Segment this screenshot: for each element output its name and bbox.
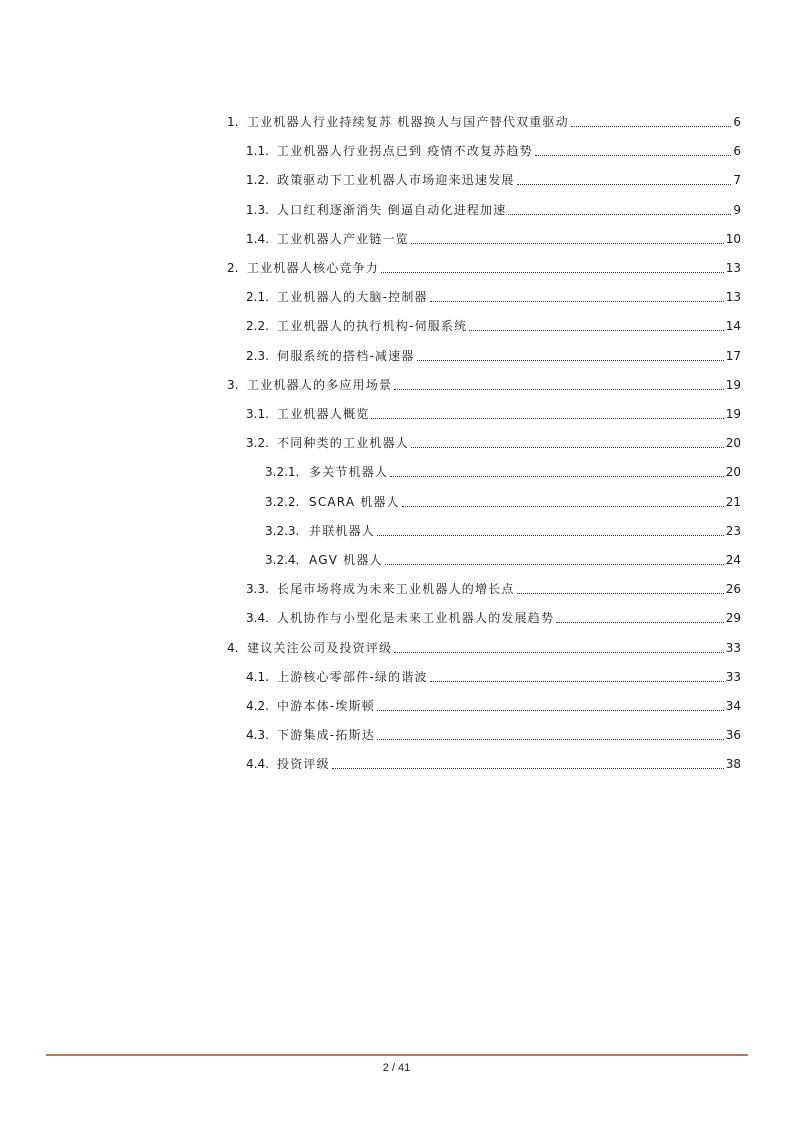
toc-title: 政策驱动下工业机器人市场迎来迅速发展 xyxy=(277,173,515,188)
toc-number: 1.3. xyxy=(246,202,269,217)
toc-leader xyxy=(469,330,723,331)
toc-title: 工业机器人核心竞争力 xyxy=(247,261,380,275)
toc-number: 1.2. xyxy=(246,173,269,188)
toc-title: 长尾市场将成为未来工业机器人的增长点 xyxy=(277,582,515,597)
toc-entry[interactable] xyxy=(227,377,741,393)
toc-leader xyxy=(508,214,731,215)
toc-title: 并联机器人 xyxy=(309,523,376,538)
toc-entry[interactable] xyxy=(246,581,741,597)
toc-title: 工业机器人的执行机构-伺服系统 xyxy=(277,319,468,334)
toc-leader xyxy=(517,184,732,185)
toc-entry[interactable] xyxy=(246,143,741,159)
toc-entry[interactable] xyxy=(246,172,741,188)
toc-page-number: 9 xyxy=(733,202,741,217)
toc-title: 建议关注公司及投资评级 xyxy=(247,640,393,655)
toc-entry[interactable] xyxy=(227,260,741,276)
toc-entry[interactable] xyxy=(246,231,741,247)
toc-leader xyxy=(556,622,724,623)
toc-number: 1.1. xyxy=(246,144,269,159)
toc-entry[interactable] xyxy=(246,289,741,305)
toc-number: 3.2.1. xyxy=(265,465,300,480)
toc-entry[interactable] xyxy=(246,669,741,685)
toc-leader xyxy=(371,418,723,419)
toc-number: 3.2.3. xyxy=(265,523,300,538)
toc-page-number: 33 xyxy=(725,669,741,684)
toc-page-number: 21 xyxy=(725,494,741,509)
toc-leader xyxy=(571,126,732,127)
toc-leader xyxy=(430,301,724,302)
toc-entry[interactable] xyxy=(227,640,741,656)
toc-title: 下游集成-拓斯达 xyxy=(277,728,375,743)
toc-title: SCARA 机器人 xyxy=(309,494,400,509)
toc-title: 工业机器人的大脑-控制器 xyxy=(277,290,428,305)
toc-leader xyxy=(381,272,724,273)
toc-leader xyxy=(411,447,724,448)
toc-entry[interactable] xyxy=(227,114,741,130)
toc-number: 3.2.2. xyxy=(265,494,300,509)
toc-number: 4.2. xyxy=(246,699,269,713)
toc-number: 1. xyxy=(227,115,239,129)
page-number: 2 / 41 xyxy=(382,1062,411,1074)
toc-leader xyxy=(394,389,724,390)
toc-entry[interactable] xyxy=(265,523,741,539)
toc-entry[interactable] xyxy=(246,698,741,714)
toc-number: 4.4. xyxy=(246,757,269,772)
toc-number: 2.2. xyxy=(246,319,269,334)
toc-page-number: 38 xyxy=(725,757,741,772)
toc-page-number: 19 xyxy=(725,407,741,421)
toc-number: 3.2. xyxy=(246,436,269,451)
toc-page-number: 20 xyxy=(725,436,741,451)
toc-title: 不同种类的工业机器人 xyxy=(277,436,410,451)
toc-leader xyxy=(402,506,724,507)
toc-leader xyxy=(535,155,732,156)
toc-number: 4.3. xyxy=(246,728,269,743)
toc-leader xyxy=(411,243,724,244)
toc-leader xyxy=(394,652,724,653)
toc-page-number: 6 xyxy=(733,115,741,129)
toc-page-number: 13 xyxy=(725,290,741,305)
toc-page-number: 23 xyxy=(725,523,741,538)
toc-leader xyxy=(332,768,724,769)
footer-divider xyxy=(46,1054,748,1056)
toc-leader xyxy=(377,535,724,536)
toc-title: 工业机器人行业持续复苏 机器换人与国产替代双重驱动 xyxy=(247,115,569,129)
toc-entry[interactable] xyxy=(246,727,741,743)
toc-leader xyxy=(390,476,724,477)
toc-entry[interactable] xyxy=(246,756,741,772)
toc-title: 上游核心零部件-绿的谐波 xyxy=(277,669,428,684)
toc-number: 2. xyxy=(227,261,239,275)
toc-entry[interactable] xyxy=(265,552,741,568)
toc-title: AGV 机器人 xyxy=(309,553,383,567)
toc-page-number: 14 xyxy=(725,319,741,334)
toc-number: 3.3. xyxy=(246,582,269,597)
toc-page-number: 36 xyxy=(725,728,741,743)
toc-number: 3.2.4. xyxy=(265,553,300,567)
toc-page-number: 34 xyxy=(725,699,741,713)
toc-title: 工业机器人行业拐点已到 疫情不改复苏趋势 xyxy=(277,144,533,159)
toc-number: 2.3. xyxy=(246,348,269,363)
toc-page-number: 7 xyxy=(733,173,741,188)
toc-page-number: 10 xyxy=(725,231,741,246)
toc-leader xyxy=(385,564,724,565)
toc-page-number: 26 xyxy=(725,582,741,597)
toc-number: 3.1. xyxy=(246,407,269,421)
toc-leader xyxy=(377,710,724,711)
toc-number: 4.1. xyxy=(246,669,269,684)
toc-leader xyxy=(430,681,724,682)
toc-number: 4. xyxy=(227,640,239,655)
toc-title: 投资评级 xyxy=(277,757,330,772)
toc-entry[interactable] xyxy=(246,318,741,334)
toc-entry[interactable] xyxy=(265,464,741,480)
toc-title: 工业机器人产业链一览 xyxy=(277,231,410,246)
toc-page-number: 29 xyxy=(725,611,741,626)
toc-title: 人机协作与小型化是未来工业机器人的发展趋势 xyxy=(277,611,555,626)
toc-entry[interactable] xyxy=(265,494,741,510)
toc-page-number: 17 xyxy=(725,348,741,363)
toc-number: 2.1. xyxy=(246,290,269,305)
toc-page-number: 33 xyxy=(725,640,741,655)
toc-entry[interactable] xyxy=(246,348,741,364)
toc-entry[interactable] xyxy=(246,610,741,626)
toc-title: 工业机器人的多应用场景 xyxy=(247,377,393,392)
toc-entry[interactable] xyxy=(246,435,741,451)
toc-page-number: 24 xyxy=(725,553,741,567)
toc-number: 3. xyxy=(227,377,239,392)
toc-title: 工业机器人概览 xyxy=(277,407,370,421)
toc-number: 1.4. xyxy=(246,231,269,246)
toc-page-number: 20 xyxy=(725,465,741,480)
toc-title: 中游本体-埃斯顿 xyxy=(277,699,375,713)
toc-entry[interactable] xyxy=(246,202,741,218)
toc-title: 人口红利逐渐消失 倒逼自动化进程加速 xyxy=(277,202,507,217)
toc-entry[interactable] xyxy=(246,406,741,422)
toc-page-number: 6 xyxy=(733,144,741,159)
toc-leader xyxy=(517,593,724,594)
toc-page-number: 19 xyxy=(725,377,741,392)
toc-leader xyxy=(377,739,724,740)
toc-page-number: 13 xyxy=(725,261,741,275)
toc-leader xyxy=(417,360,724,361)
toc-title: 伺服系统的搭档-减速器 xyxy=(277,348,415,363)
toc-title: 多关节机器人 xyxy=(309,465,389,480)
toc-number: 3.4. xyxy=(246,611,269,626)
